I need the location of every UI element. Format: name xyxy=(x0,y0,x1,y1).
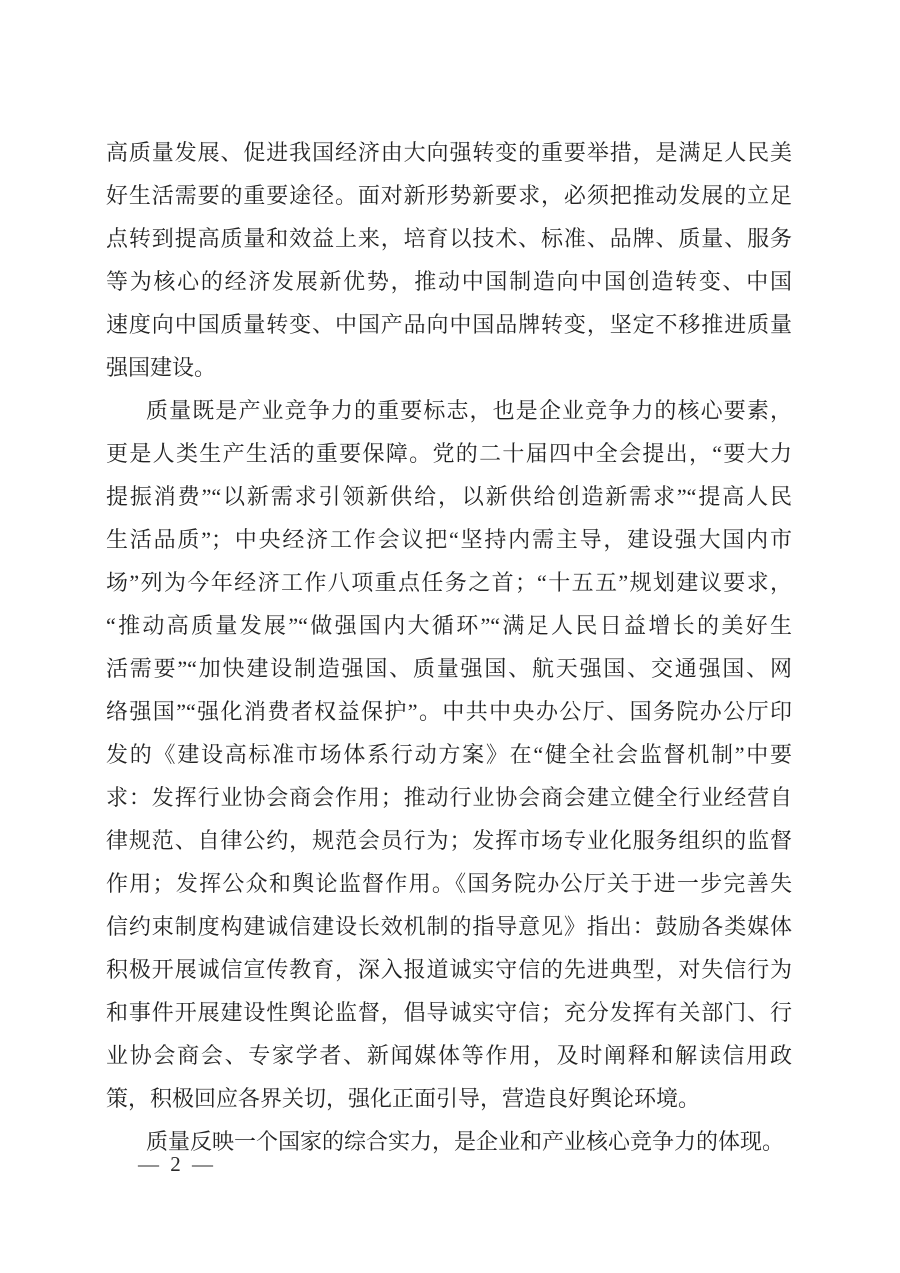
text-line: 生活品质”；中央经济工作会议把“坚持内需主导，建设强大国内市 xyxy=(106,527,792,552)
text-line: 和事件开展建设性舆论监督，倡导诚实守信；充分发挥有关部门、行 xyxy=(106,1000,792,1025)
text-line: 业协会商会、专家学者、新闻媒体等作用，及时阐释和解读信用政 xyxy=(106,1043,792,1068)
text-line: 策，积极回应各界关切，强化正面引导，营造良好舆论环境。 xyxy=(106,1086,701,1111)
text-line: 更是人类生产生活的重要保障。党的二十届四中全会提出，“要大力 xyxy=(106,441,792,466)
text-line: 好生活需要的重要途径。面对新形势新要求，必须把推动发展的立足 xyxy=(106,183,792,208)
text-line: 高质量发展、促进我国经济由大向强转变的重要举措，是满足人民美 xyxy=(106,140,792,165)
text-line: 提振消费”“以新需求引领新供给，以新供给创造新需求”“提高人民 xyxy=(106,484,792,509)
text-line: 律规范、自律公约，规范会员行为；发挥市场专业化服务组织的监督 xyxy=(106,828,792,853)
text-line: “推动高质量发展”“做强国内大循环”“满足人民日益增长的美好生 xyxy=(106,613,792,638)
text-line: 点转到提高质量和效益上来，培育以技术、标准、品牌、质量、服务 xyxy=(106,226,792,251)
text-line: 活需要”“加快建设制造强国、质量强国、航天强国、交通强国、网 xyxy=(106,656,792,681)
text-line: 场”列为今年经济工作八项重点任务之首；“十五五”规划建议要求， xyxy=(106,570,792,595)
text-line: 作用；发挥公众和舆论监督作用。《国务院办公厅关于进一步完善失 xyxy=(106,871,792,896)
text-line: 积极开展诚信宣传教育，深入报道诚实守信的先进典型，对失信行为 xyxy=(106,957,792,982)
page-number: — 2 — xyxy=(138,1152,216,1176)
text-line: 求：发挥行业协会商会作用；推动行业协会商会建立健全行业经营自 xyxy=(106,785,792,810)
text-line: 质量既是产业竞争力的重要标志，也是企业竞争力的核心要素， xyxy=(146,398,792,423)
document-body xyxy=(106,131,792,1163)
text-line: 发的《建设高标准市场体系行动方案》在“健全社会监督机制”中要 xyxy=(106,742,792,767)
text-line: 络强国”“强化消费者权益保护”。中共中央办公厅、国务院办公厅印 xyxy=(106,699,792,724)
text-line: 强国建设。 xyxy=(106,355,217,380)
text-line: 速度向中国质量转变、中国产品向中国品牌转变，坚定不移推进质量 xyxy=(106,312,792,337)
text-line: 等为核心的经济发展新优势，推动中国制造向中国创造转变、中国 xyxy=(106,269,792,294)
text-line: 信约束制度构建诚信建设长效机制的指导意见》指出：鼓励各类媒体 xyxy=(106,914,792,939)
text-line: 质量反映一个国家的综合实力，是企业和产业核心竞争力的体现。 xyxy=(146,1129,785,1154)
